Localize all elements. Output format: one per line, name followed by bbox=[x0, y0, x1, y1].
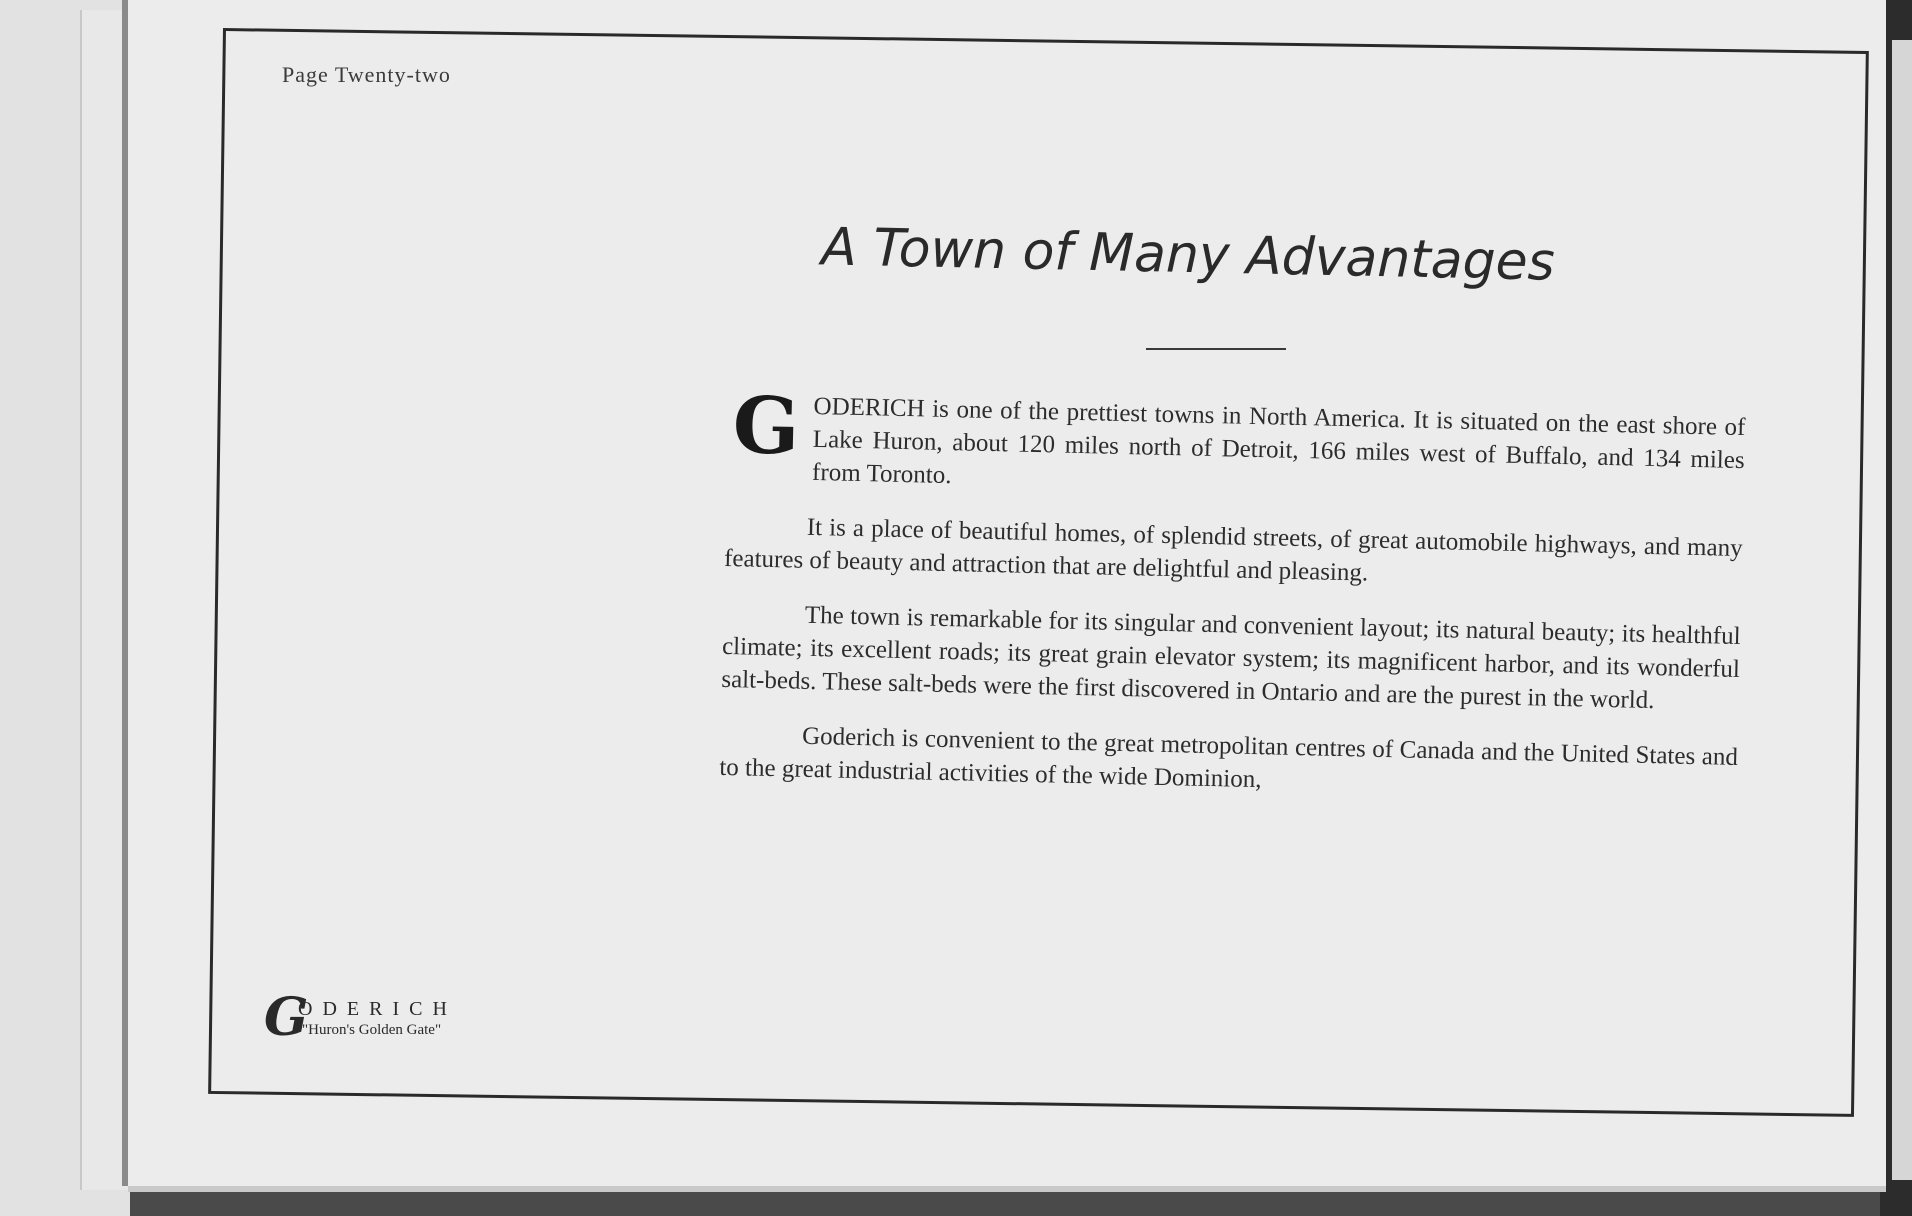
adjacent-page-edge bbox=[1892, 40, 1912, 1180]
title-divider bbox=[1146, 348, 1286, 350]
paragraph-2: It is a place of beautiful homes, of splendid streets, of great automobile highways, and many features of beauty and attraction that are delightful and pleasing. bbox=[723, 513, 1743, 587]
paragraph-4: Goderich is convenient to the great metropolitan centres of Canada and the United States and to the great industrial activities of the wide Dominion, bbox=[719, 722, 1739, 794]
logo-tagline: "Huron's Golden Gate" bbox=[302, 1022, 442, 1038]
page-number: Page Twenty-two bbox=[282, 62, 451, 87]
drop-cap: G bbox=[731, 380, 801, 473]
paragraph-3: The town is remarkable for its singular and convenient layout; its natural beauty; its healthful climate; its excellent roads; its great grain elevator system; its magnificent harbor, and its wonderful salt-beds. These salt-beds were the first discovered in Ontario and are the purest in the world. bbox=[721, 601, 1741, 715]
logo-initial: G bbox=[264, 987, 309, 1048]
body-text bbox=[719, 380, 1746, 829]
document-page bbox=[128, 0, 1886, 1186]
page-title: A Town of Many Advantages bbox=[820, 217, 1556, 293]
paragraph-1-text: ODERICH is one of the prettiest towns in North America. It is situated on the east shore of Lake Huron, about 120 miles north of Detroit, 166 miles west of Buffalo, and 134 miles from Toronto. bbox=[811, 392, 1746, 490]
logo-word: ODERICH bbox=[298, 998, 457, 1020]
